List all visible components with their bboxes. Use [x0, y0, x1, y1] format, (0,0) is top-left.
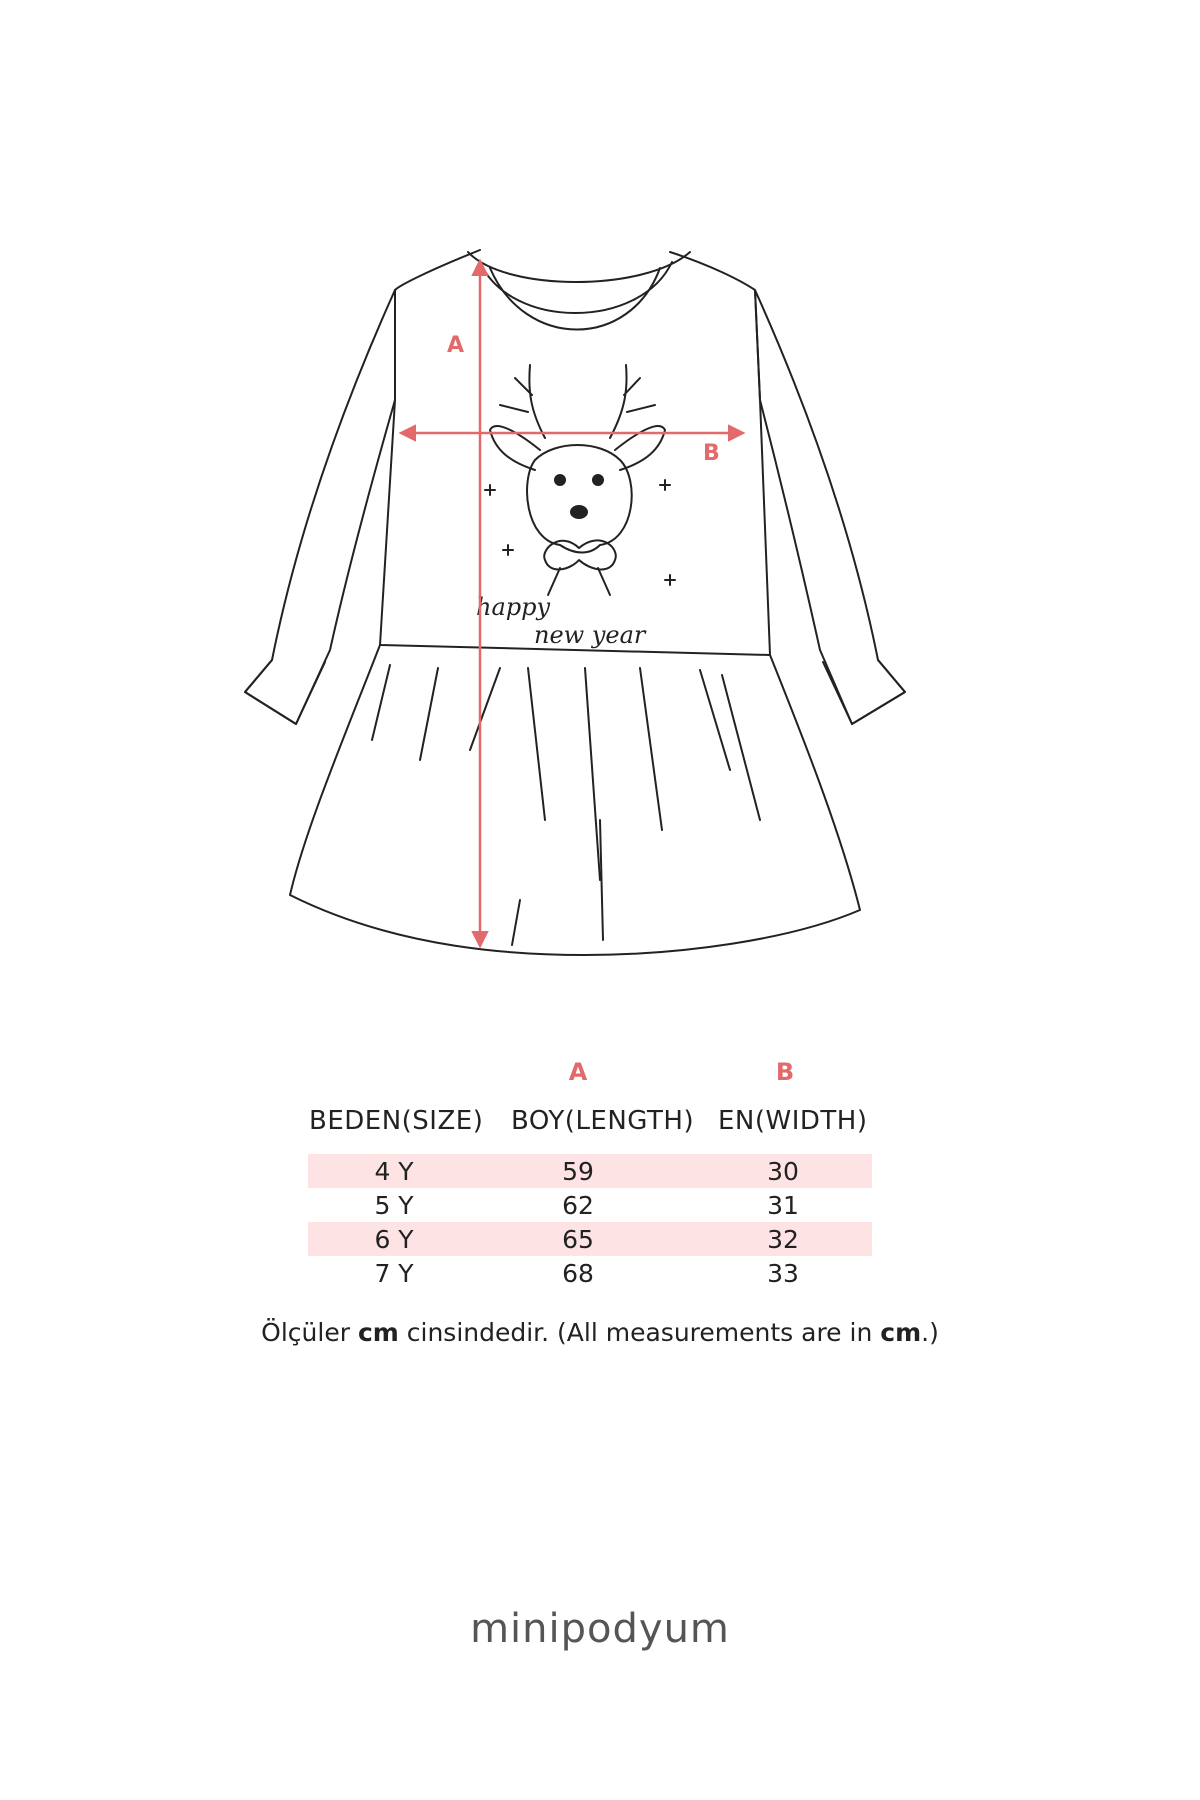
cell-width: 33 [767, 1259, 799, 1288]
collar-inner [480, 262, 672, 313]
reindeer-antler-right [610, 365, 655, 438]
cell-size: 4 Y [374, 1157, 414, 1186]
cell-length: 62 [562, 1191, 594, 1220]
table-row [308, 1256, 872, 1290]
left-sleeve [245, 290, 395, 724]
reindeer-antler-left [500, 365, 545, 438]
column-letter-b: B [775, 1058, 795, 1086]
header-length: BOY(LENGTH) [511, 1106, 695, 1136]
table-row [308, 1154, 872, 1188]
column-letters [0, 1058, 1200, 1098]
cell-size: 6 Y [374, 1225, 414, 1254]
print-text-happy: happy [476, 593, 551, 621]
table-header [308, 1100, 872, 1154]
cell-length: 68 [562, 1259, 594, 1288]
cell-width: 32 [767, 1225, 799, 1254]
measure-label-b: B [703, 441, 720, 466]
table-row [308, 1188, 872, 1222]
note-unit: cm [880, 1318, 922, 1347]
units-note [0, 1318, 1200, 1347]
reindeer-bow [544, 540, 616, 595]
measure-label-a: A [447, 333, 465, 358]
cell-length: 65 [562, 1225, 594, 1254]
skirt [290, 645, 860, 955]
print-text-new-year: new year [534, 621, 646, 649]
right-cuff [823, 660, 905, 724]
header-size: BEDEN(SIZE) [309, 1106, 484, 1136]
cell-size: 7 Y [374, 1259, 414, 1288]
cell-length: 59 [562, 1157, 594, 1186]
note-text: cinsindedir. (All measurements are in [398, 1318, 881, 1347]
note-text: .) [921, 1318, 939, 1347]
table-row [308, 1222, 872, 1256]
column-letter-a: A [568, 1058, 588, 1086]
right-sleeve [755, 290, 905, 724]
cell-size: 5 Y [374, 1191, 414, 1220]
cell-width: 30 [767, 1157, 799, 1186]
note-unit: cm [357, 1318, 399, 1347]
note-text: Ölçüler [261, 1318, 358, 1347]
cell-width: 31 [767, 1191, 799, 1220]
reindeer-head [527, 445, 632, 553]
brand-logo: minipodyum [470, 1606, 730, 1652]
size-table [308, 1100, 872, 1290]
header-width: EN(WIDTH) [718, 1106, 868, 1136]
left-cuff [245, 660, 325, 724]
